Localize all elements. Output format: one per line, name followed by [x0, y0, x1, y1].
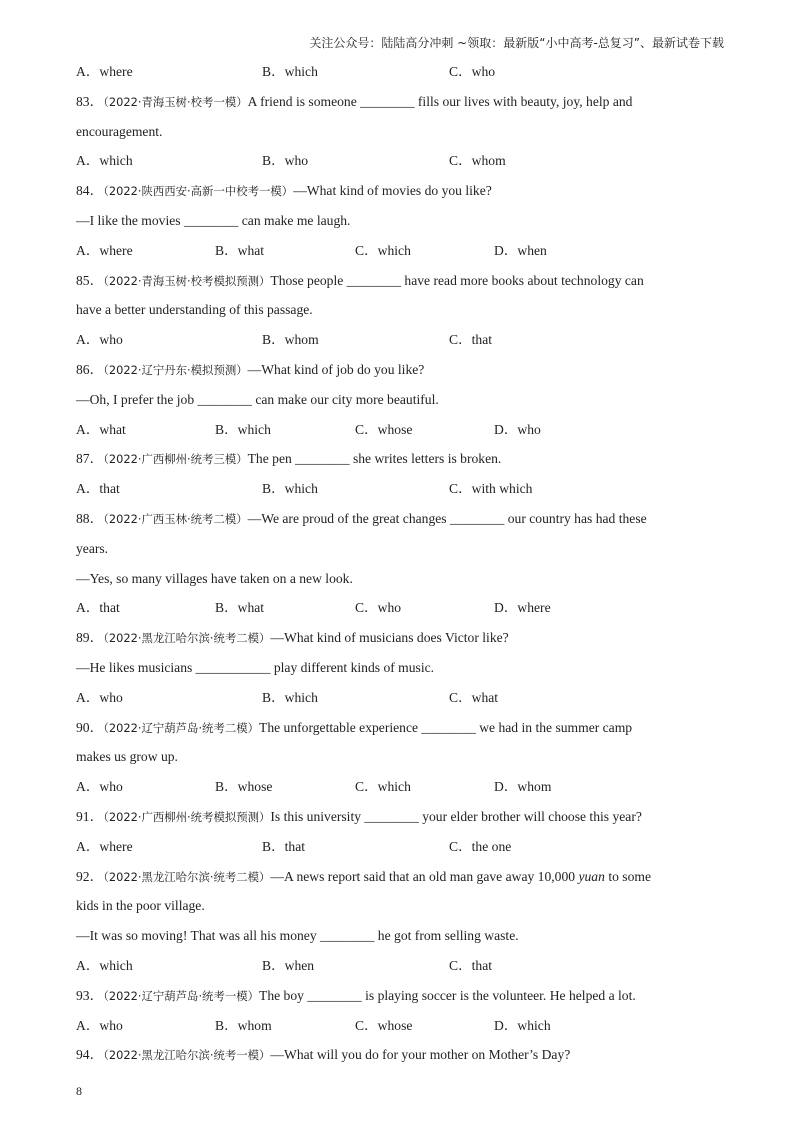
currency-word: yuan — [578, 868, 605, 884]
question-text: The pen ________ she writes letters is broken. — [247, 451, 502, 467]
option-row — [76, 325, 726, 355]
answer-option: C．which — [355, 779, 411, 795]
question-text-line: encouragement. — [76, 123, 163, 139]
question-source: （2022·黑龙江哈尔滨·统考二模） — [103, 869, 271, 884]
question-line — [76, 802, 726, 832]
answer-option: C．whose — [355, 1017, 413, 1033]
question-line — [76, 266, 726, 296]
question-line — [76, 862, 726, 892]
answer-option: A．which — [76, 153, 133, 169]
question-line — [76, 713, 726, 743]
answer-option: A．where — [76, 838, 133, 854]
answer-option: D．whom — [494, 779, 552, 795]
answer-option: B．what — [215, 600, 265, 616]
answer-option: A．that — [76, 600, 120, 616]
answer-option: D．who — [494, 421, 541, 437]
option-row — [76, 474, 726, 504]
option-row — [76, 236, 726, 266]
answer-option: C．that — [449, 332, 493, 348]
answer-option: A．which — [76, 957, 133, 973]
option-row — [76, 593, 726, 623]
question-number: 92． — [76, 868, 104, 884]
option-row — [76, 832, 726, 862]
answer-option: A．who — [76, 689, 123, 705]
option-row — [76, 146, 726, 176]
question-source: （2022·辽宁葫芦岛·统考二模） — [103, 720, 260, 735]
option-row — [76, 683, 726, 713]
option-row — [76, 951, 726, 981]
answer-option: B．when — [262, 957, 315, 973]
question-source: （2022·黑龙江哈尔滨·统考二模） — [103, 631, 271, 646]
question-number: 89． — [76, 630, 104, 646]
answer-option: B．whose — [215, 779, 273, 795]
question-line — [76, 176, 726, 206]
answer-option: B．which — [215, 421, 271, 437]
question-text-tail: to some — [608, 868, 651, 884]
option-row — [76, 1011, 726, 1041]
answer-option: C．the one — [449, 838, 512, 854]
question-number: 84． — [76, 183, 104, 199]
question-source: （2022·青海玉树·校考模拟预测） — [103, 273, 271, 288]
question-text: —What kind of musicians does Victor like? — [270, 630, 509, 646]
answer-option: D．when — [494, 242, 547, 258]
answer-option: C．who — [449, 64, 496, 79]
question-text-line: —He likes musicians ___________ play different kinds of music. — [76, 659, 435, 675]
answer-option: A．that — [76, 481, 120, 497]
question-text-line: makes us grow up. — [76, 749, 178, 765]
question-number: 93． — [76, 987, 104, 1003]
answer-option: C．with which — [449, 481, 533, 497]
question-line — [76, 623, 726, 653]
question-text: —A news report said that an old man gave away 10,000 — [270, 868, 576, 884]
question-source: （2022·辽宁葫芦岛·统考一模） — [103, 988, 260, 1003]
question-text-line: have a better understanding of this passage. — [76, 302, 313, 318]
question-line — [76, 504, 726, 534]
question-number: 94． — [76, 1047, 104, 1063]
question-text-line: —I like the movies ________ can make me laugh. — [76, 212, 351, 228]
answer-option: B．which — [262, 689, 318, 705]
answer-option: A．where — [76, 64, 133, 79]
option-row — [76, 772, 726, 802]
page-number: 8 — [76, 1084, 82, 1098]
question-text-line: —Yes, so many villages have taken on a new look. — [76, 570, 353, 586]
answer-option: B．that — [262, 838, 306, 854]
option-row — [76, 57, 726, 87]
question-text-line: —It was so moving! That was all his money ________ he got from selling waste. — [76, 928, 519, 944]
question-number: 85． — [76, 272, 104, 288]
question-text: Is this university ________ your elder brother will choose this year? — [270, 808, 642, 824]
question-line — [76, 1040, 726, 1070]
answer-option: A．what — [76, 421, 126, 437]
question-source: （2022·广西柳州·统考模拟预测） — [103, 809, 271, 824]
question-number: 90． — [76, 719, 104, 735]
question-number: 83． — [76, 93, 104, 109]
question-text: The boy ________ is playing soccer is the volunteer. He helped a lot. — [259, 987, 636, 1003]
question-text: —We are proud of the great changes ________ our country has had these — [247, 510, 647, 526]
question-source: （2022·广西玉林·统考二模） — [103, 511, 248, 526]
question-text: —What kind of job do you like? — [247, 361, 425, 377]
question-text: —What will you do for your mother on Mother’s Day? — [270, 1047, 571, 1063]
question-text-line: —Oh, I prefer the job ________ can make our city more beautiful. — [76, 391, 439, 407]
answer-option: B．who — [262, 153, 309, 169]
question-line — [76, 981, 726, 1011]
question-source: （2022·黑龙江哈尔滨·统考一模） — [103, 1048, 271, 1063]
question-number: 87． — [76, 451, 104, 467]
question-number: 88． — [76, 510, 104, 526]
question-text: —What kind of movies do you like? — [293, 183, 492, 199]
question-text: The unforgettable experience ________ we had in the summer camp — [259, 719, 633, 735]
question-source: （2022·广西柳州·统考三模） — [103, 452, 248, 467]
answer-option: C．whose — [355, 421, 413, 437]
question-number: 91． — [76, 808, 104, 824]
question-line — [76, 87, 726, 117]
question-text: A friend is someone ________ fills our lives with beauty, joy, help and — [247, 93, 633, 109]
question-source: （2022·青海玉树·校考一模） — [103, 94, 248, 109]
answer-option: C．what — [449, 689, 499, 705]
question-list — [76, 57, 726, 1070]
answer-option: A．who — [76, 779, 123, 795]
answer-option: B．which — [262, 481, 318, 497]
question-text-line: kids in the poor village. — [76, 898, 205, 914]
question-number: 86． — [76, 361, 104, 377]
answer-option: C．who — [355, 600, 402, 616]
answer-option: A．where — [76, 242, 133, 258]
answer-option: B．whom — [215, 1017, 272, 1033]
answer-option: A．who — [76, 1017, 123, 1033]
question-text-line: years. — [76, 540, 109, 556]
answer-option: B．what — [215, 242, 265, 258]
answer-option: D．where — [494, 600, 551, 616]
question-line — [76, 444, 726, 474]
question-source: （2022·辽宁丹东·模拟预测） — [103, 362, 248, 377]
answer-option: C．which — [355, 242, 411, 258]
question-line — [76, 355, 726, 385]
page-header: 关注公众号：陆陆高分冲刺 ~领取：最新版“小中高考-总复习”、最新试卷下载 — [309, 36, 724, 50]
answer-option: A．who — [76, 332, 123, 348]
question-source: （2022·陕西西安·高新一中校考一模） — [103, 184, 294, 199]
option-row — [76, 415, 726, 445]
answer-option: B．whom — [262, 332, 319, 348]
answer-option: C．that — [449, 957, 493, 973]
answer-option: C．whom — [449, 153, 506, 169]
question-text: Those people ________ have read more books about technology can — [270, 272, 644, 288]
answer-option: D．which — [494, 1017, 551, 1033]
answer-option: B．which — [262, 64, 318, 79]
